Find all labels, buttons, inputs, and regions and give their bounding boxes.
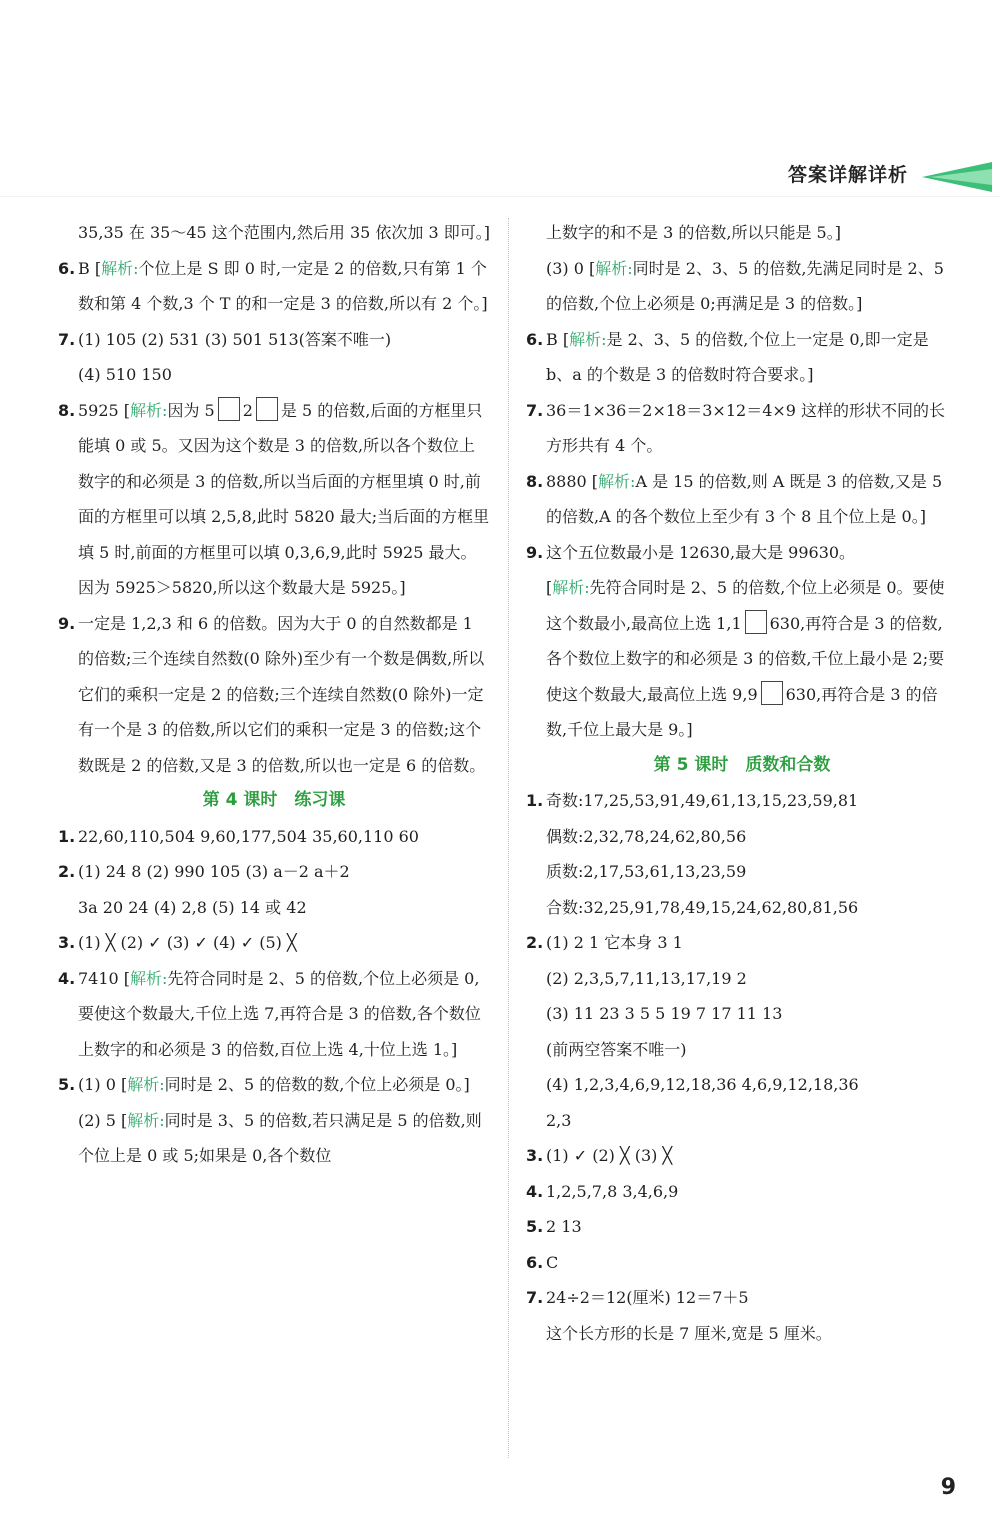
question-number: 7. (526, 400, 544, 420)
question-number: 8. (526, 471, 544, 491)
question-number: 8. (58, 400, 76, 420)
blank-box (256, 397, 278, 421)
analysis-label: 解析: (127, 1075, 165, 1094)
s4-answer-4: 4. 7410 [解析:先符合同时是 2、5 的倍数,个位上必须是 0,要使这个数最大,千位上选 7,再符合是 3 的倍数,各个数位上数字的和必须是 3 的倍数,百位上选 4,十位上选 1。] (58, 961, 490, 1068)
s5-answer-7: 7. 24÷2＝12(厘米) 12＝7＋5 这个长方形的长是 7 厘米,宽是 5 厘米。 (526, 1280, 958, 1351)
s4-answer-1: 1. 22,60,110,504 9,60,177,504 35,60,110 60 (58, 819, 490, 855)
answer-9: 9. 这个五位数最小是 12630,最大是 99630。 [解析:先符合同时是 2、5 的倍数,个位上必须是 0。要使这个数最小,最高位上选 1,1 630,再符合是 3 的倍数,各个数位上数字的和必须是 3 的倍数,千位上最小是 2;要使这个数最大,最高位上选 9,9 630,再符合是 3 的倍数,千位上最大是 9。] (526, 535, 958, 748)
answer-7: 7. (1) 105 (2) 531 (3) 501 513(答案不唯一) (4) 510 150 (58, 322, 490, 393)
answer-7: 7. 36＝1×36＝2×18＝3×12＝4×9 这样的形状不同的长方形共有 4 个。 (526, 393, 958, 464)
analysis-label: 解析: (595, 258, 633, 278)
question-number: 7. (58, 329, 76, 349)
question-number: 9. (526, 542, 544, 562)
question-number: 3. (526, 1146, 544, 1165)
answer-8: 8. 5925 [解析:因为 5 2 是 5 的倍数,后面的方框里只能填 0 或 5。又因为这个数是 3 的倍数,所以各个数位上数字的和必须是 3 的倍数,所以当后面的方框里填 0 时,前面的方框里可以填 2,5,8,此时 5820 最大;当后面的方框里填 5 时,前面的方框里可以填 0,3,6,9,此时 5925 最大。因为 5925＞5820,所以这个数最大是 5925。] (58, 393, 490, 606)
question-number: 7. (526, 1288, 544, 1307)
question-number: 2. (526, 933, 544, 952)
question-number: 6. (58, 258, 76, 278)
header-rule (0, 196, 1000, 197)
s4-answer-3: 3. (1) ╳ (2) ✓ (3) ✓ (4) ✓ (5) ╳ (58, 925, 490, 961)
question-number: 9. (58, 613, 76, 633)
continued-text: 上数字的和不是 3 的倍数,所以只能是 5。] (546, 223, 841, 242)
s5-answer-2: 2. (1) 2 1 它本身 3 1 (2) 2,3,5,7,11,13,17,19 2 (3) 11 23 3 5 5 19 7 17 11 13 (前两空答案不唯一) (4) 1,2,3,4,6,9,12,18,36 4,6,9,12,18,36 2,3 (526, 925, 958, 1138)
right-column (526, 215, 958, 1351)
blank-box (745, 610, 767, 634)
s5-answer-4: 4. 1,2,5,7,8 3,4,6,9 (526, 1174, 958, 1210)
analysis-label: 解析: (569, 329, 607, 349)
blank-box (761, 681, 783, 705)
question-number: 1. (58, 826, 76, 846)
answer-6: 6. B [解析:是 2、3、5 的倍数,个位上一定是 0,即一定是 b、a 的个数是 3 的倍数时符合要求。] (526, 322, 958, 393)
question-number: 5. (58, 1075, 76, 1094)
analysis-label: 解析: (598, 471, 636, 491)
question-number: 4. (58, 968, 76, 988)
question-number: 6. (526, 329, 544, 349)
s5-answer-3: 3. (1) ✓ (2) ╳ (3) ╳ (526, 1138, 958, 1174)
header-stripe-decoration (922, 160, 992, 194)
question-number: 6. (526, 1252, 544, 1272)
answer-9: 9. 一定是 1,2,3 和 6 的倍数。因为大于 0 的自然数都是 1 的倍数;三个连续自然数(0 除外)至少有一个数是偶数,所以它们的乘积一定是 2 的倍数;三个连续自然数(0 除外)一定有一个是 3 的倍数,所以它们的乘积一定是 3 的倍数;这个数既是 2 的倍数,又是 3 的倍数,所以也一定是 6 的倍数。 (58, 606, 490, 784)
question-number: 4. (526, 1181, 544, 1201)
section-title: 第 5 课时 质数和合数 (653, 754, 831, 775)
continued-text: 35,35 在 35～45 这个范围内,然后用 35 依次加 3 即可。] (78, 223, 490, 242)
section-title: 第 4 课时 练习课 (202, 790, 346, 810)
analysis-label: 解析: (552, 578, 590, 597)
analysis-label: 解析: (127, 1110, 165, 1130)
question-number: 1. (526, 791, 544, 810)
analysis-label: 解析: (130, 400, 168, 420)
header-title: 答案详解详析 (788, 164, 909, 186)
blank-box (218, 397, 240, 421)
s4-answer-5: 5. (1) 0 [解析:同时是 2、5 的倍数的数,个位上必须是 0。] (2) 5 [解析:同时是 3、5 的倍数,若只满足是 5 的倍数,则个位上是 0 或 5;如果是 0,各个数位 (58, 1067, 490, 1174)
answer-8: 8. 8880 [解析:A 是 15 的倍数,则 A 既是 3 的倍数,又是 5 的倍数,A 的各个数位上至少有 3 个 8 且个位上是 0。] (526, 464, 958, 535)
s4-answer-2: 2. (1) 24 8 (2) 990 105 (3) a－2 a＋2 3a 20 24 (4) 2,8 (5) 14 或 42 (58, 854, 490, 925)
s5-answer-6: 6. C (526, 1245, 958, 1281)
answer-6: 6. B [解析:个位上是 S 即 0 时,一定是 2 的倍数,只有第 1 个数和第 4 个数,3 个 T 的和一定是 3 的倍数,所以有 2 个。] (58, 251, 490, 322)
analysis-label: 解析: (130, 968, 168, 988)
s5-answer-1: 1. 奇数:17,25,53,91,49,61,13,15,23,59,81 偶数:2,32,78,24,62,80,56 质数:2,17,53,61,13,23,59 合数:32,25,91,78,49,15,24,62,80,81,56 (526, 783, 958, 925)
question-number: 5. (526, 1217, 544, 1236)
column-divider (508, 218, 509, 1458)
continued-answer: (3) 0 [解析:同时是 2、3、5 的倍数,先满足同时是 2、5 的倍数,个位上必须是 0;再满足是 3 的倍数。] (546, 258, 944, 313)
question-number: 3. (58, 933, 76, 952)
s5-answer-5: 5. 2 13 (526, 1209, 958, 1245)
left-column (58, 215, 490, 1174)
page-number: 9 (940, 1475, 956, 1500)
analysis-label: 解析: (101, 258, 139, 278)
question-number: 2. (58, 862, 76, 881)
